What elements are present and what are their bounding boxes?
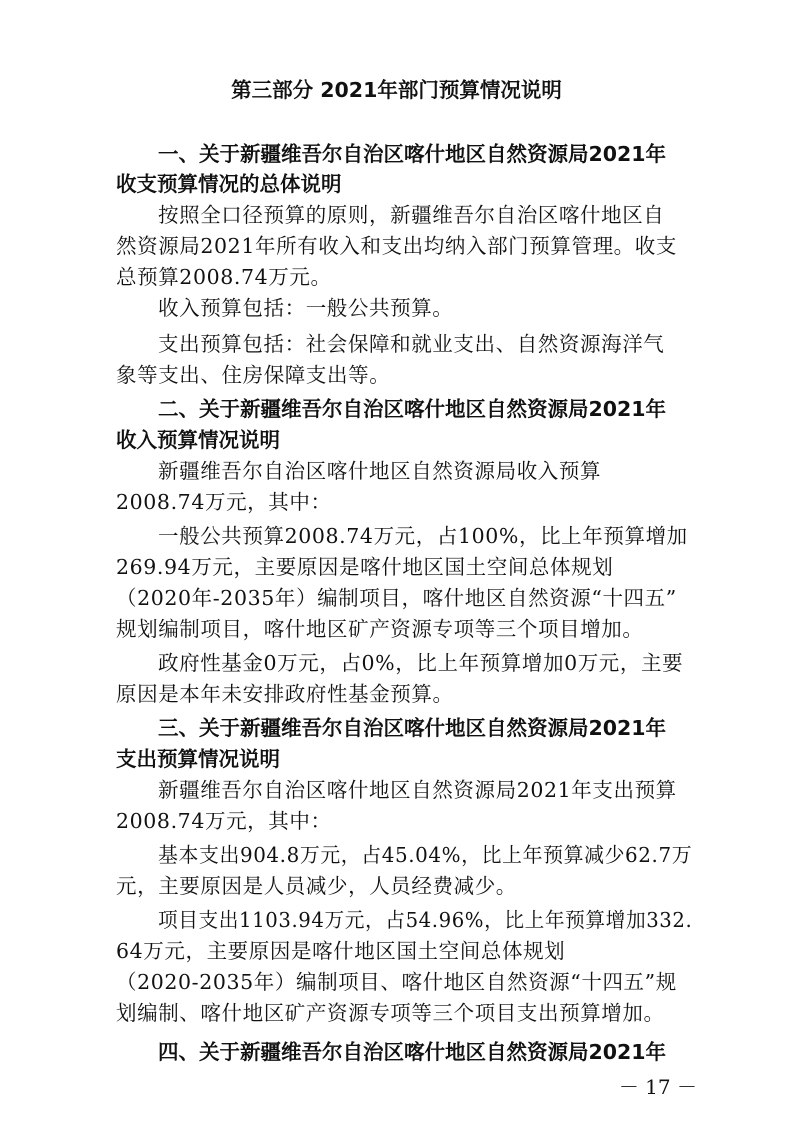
paragraph-line: 收入预算包括：一般公共预算。 [158, 296, 454, 320]
paragraph-line: 划编制、喀什地区矿产资源专项等三个项目支出预算增加。 [116, 1001, 665, 1025]
paragraph-line: 然资源局2021年所有收入和支出均纳入部门预算管理。收支 [116, 234, 677, 258]
paragraph-line: 新疆维吾尔自治区喀什地区自然资源局收入预算 [158, 459, 602, 483]
paragraph-line: 元，主要原因是人员减少，人员经费减少。 [116, 874, 517, 898]
paragraph-line: 原因是本年未安排政府性基金预算。 [116, 682, 454, 706]
paragraph-line: 总预算2008.74万元。 [116, 265, 332, 289]
paragraph-line: 64万元，主要原因是喀什地区国土空间总体规划 [116, 939, 566, 963]
paragraph-line: 一般公共预算2008.74万元，占100%，比上年预算增加 [158, 524, 688, 548]
section-heading-line: 三、关于新疆维吾尔自治区喀什地区自然资源局2021年 [158, 716, 667, 740]
paragraph-line: 269.94万元，主要原因是喀什地区国土空间总体规划 [116, 555, 614, 579]
section-heading-line: 收入预算情况说明 [116, 428, 280, 452]
section-heading-line: 二、关于新疆维吾尔自治区喀什地区自然资源局2021年 [158, 397, 667, 421]
paragraph-line: （2020-2035年）编制项目、喀什地区自然资源“十四五”规 [116, 970, 677, 994]
paragraph-line: （2020年-2035年）编制项目，喀什地区自然资源“十四五” [116, 586, 677, 610]
paragraph-line: 项目支出1103.94万元，占54.96%，比上年预算增加332. [158, 908, 693, 932]
page-number: － 17 － [618, 1075, 697, 1099]
paragraph-line: 按照全口径预算的原则，新疆维吾尔自治区喀什地区自 [158, 203, 665, 227]
section-heading-line: 四、关于新疆维吾尔自治区喀什地区自然资源局2021年 [158, 1040, 667, 1064]
paragraph-line: 象等支出、住房保障支出等。 [116, 363, 391, 387]
paragraph-line: 基本支出904.8万元，占45.04%，比上年预算减少62.7万 [158, 843, 693, 867]
paragraph-line: 规划编制项目，喀什地区矿产资源专项等三个项目增加。 [116, 617, 644, 641]
paragraph-line: 新疆维吾尔自治区喀什地区自然资源局2021年支出预算 [158, 778, 677, 802]
section-heading-line: 一、关于新疆维吾尔自治区喀什地区自然资源局2021年 [158, 142, 667, 166]
section-heading-line: 收支预算情况的总体说明 [116, 172, 342, 196]
paragraph-line: 2008.74万元，其中： [116, 809, 332, 833]
paragraph-line: 2008.74万元，其中： [116, 490, 332, 514]
page-title: 第三部分 2021年部门预算情况说明 [231, 78, 562, 102]
section-heading-line: 支出预算情况说明 [116, 747, 280, 771]
paragraph-line: 政府性基金0万元，占0%，比上年预算增加0万元，主要 [158, 651, 684, 675]
paragraph-line: 支出预算包括：社会保障和就业支出、自然资源海洋气 [158, 332, 665, 356]
